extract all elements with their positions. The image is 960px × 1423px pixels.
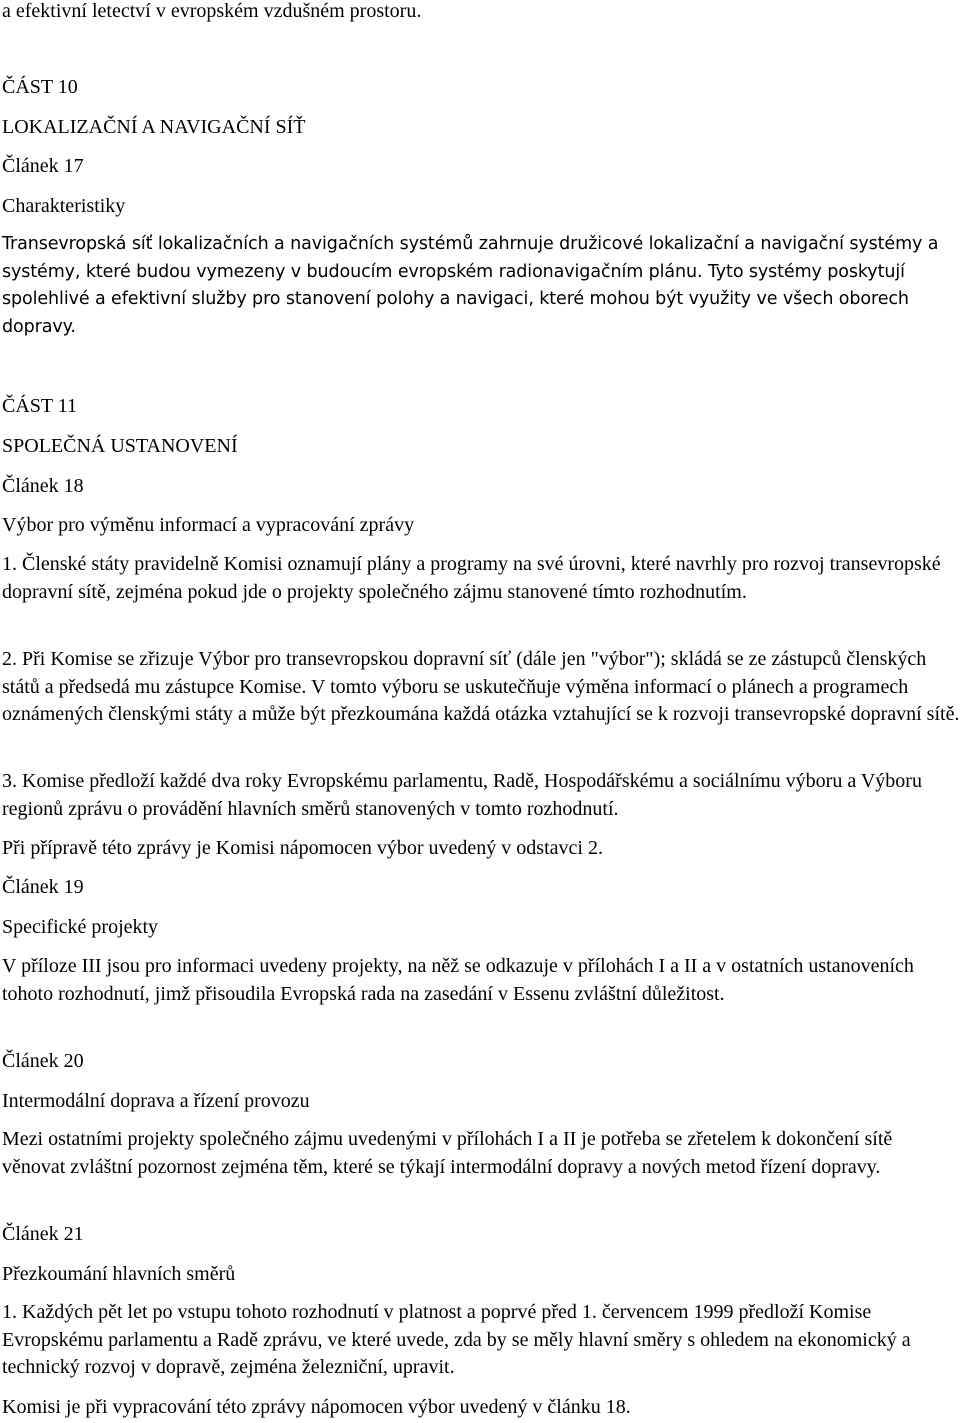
intro-fragment: a efektivní letectví v evropském vzdušném prostoru.: [2, 0, 422, 22]
article-20-title: Intermodální doprava a řízení provozu: [2, 1090, 310, 1112]
article-19-number: Článek 19: [2, 876, 84, 898]
part-10-title: LOKALIZAČNÍ A NAVIGAČNÍ SÍŤ: [2, 116, 306, 138]
article-20-number: Článek 20: [2, 1050, 84, 1072]
article-18-paragraph-1: 1. Členské státy pravidelně Komisi oznamují plány a programy na své úrovni, které navrhly pro rozvoj transevropské dopravní sítě, zejména pokud jde o projekty společného zájmu stanovené tímto rozhodnutím.: [2, 553, 941, 603]
article-18-paragraph-4: Při přípravě této zprávy je Komisi nápomocen výbor uvedený v odstavci 2.: [2, 837, 603, 859]
article-17-title: Charakteristiky: [2, 195, 126, 217]
part-11-title: SPOLEČNÁ USTANOVENÍ: [2, 435, 238, 457]
article-21-title: Přezkoumání hlavních směrů: [2, 1263, 236, 1285]
article-18-number: Článek 18: [2, 475, 84, 497]
article-21-paragraph-1: 1. Každých pět let po vstupu tohoto rozhodnutí v platnost a poprvé před 1. červencem 1999 předloží Komise Evropskému parlamentu a Radě zprávu, ve které uvede, zda by se měly hlavní směry s ohledem na ekonomický a technický rozvoj v dopravě, zejména železniční, upravit.: [2, 1301, 911, 1378]
article-21-number: Článek 21: [2, 1223, 84, 1245]
article-18-paragraph-2: 2. Při Komise se zřizuje Výbor pro transevropskou dopravní síť (dále jen "výbor"); skládá se ze zástupců členských států a předsedá mu zástupce Komise. V tomto výboru se uskutečňuje výměna informací o plánech a programech oznámených členskými státy a může být přezkoumána každá otázka vztahující se k rozvoji transevropské dopravní sítě.: [2, 648, 960, 725]
part-10-heading: ČÁST 10: [2, 76, 78, 98]
part-11-heading: ČÁST 11: [2, 395, 78, 417]
article-17-text: Transevropská síť lokalizačních a navigačních systémů zahrnuje družicové lokalizační a navigační systémy a systémy, které budou vymezeny v budoucím evropském radionavigačním plánu. Tyto systémy poskytují spolehlivé a efektivní služby pro stanovení polohy a navigaci, které mohou být využity ve všech oborech dopravy.: [2, 234, 939, 337]
article-17-number: Článek 17: [2, 155, 84, 177]
article-18-paragraph-3: 3. Komise předloží každé dva roky Evropskému parlamentu, Radě, Hospodářskému a sociálnímu výboru a Výboru regionů zprávu o provádění hlavních směrů stanovených v tomto rozhodnutí.: [2, 770, 922, 820]
article-21-paragraph-2: Komisi je při vypracování této zprávy nápomocen výbor uvedený v článku 18.: [2, 1396, 631, 1418]
article-19-text: V příloze III jsou pro informaci uvedeny projekty, na něž se odkazuje v přílohách I a II a v ostatních ustanoveních tohoto rozhodnutí, jimž přisoudila Evropská rada na zasedání v Essenu zvláštní důležitost.: [2, 955, 914, 1005]
article-18-title: Výbor pro výměnu informací a vypracování zprávy: [2, 514, 415, 536]
article-19-title: Specifické projekty: [2, 916, 159, 938]
article-20-text: Mezi ostatními projekty společného zájmu uvedenými v přílohách I a II je potřeba se zřetelem k dokončení sítě věnovat zvláštní pozornost zejména těm, které se týkají intermodální dopravy a nových metod řízení dopravy.: [2, 1128, 893, 1178]
